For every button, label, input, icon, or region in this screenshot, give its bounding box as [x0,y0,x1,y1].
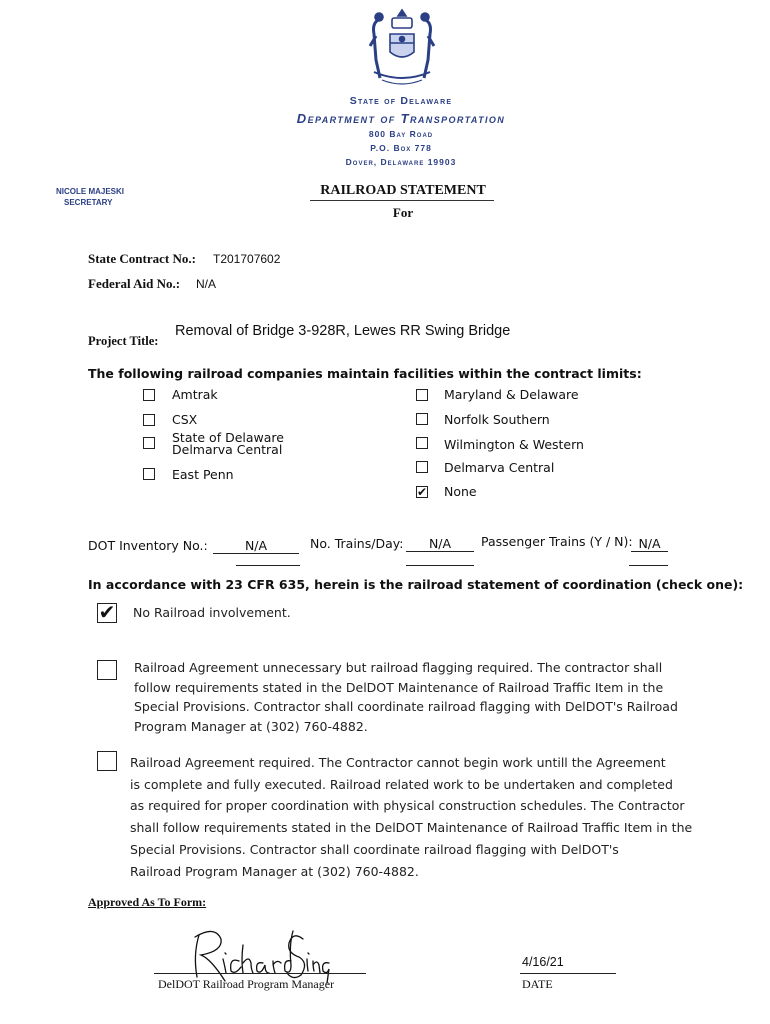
secretary-title: SECRETARY [64,198,113,207]
company-label-state-of-delaware-line2: Delmarva Central [172,442,283,457]
company-label-maryland-delaware: Maryland & Delaware [444,387,579,402]
checkbox-none[interactable] [416,486,428,498]
option-line: follow requirements stated in the DelDOT Maintenance of Railroad Traffic Item in the [134,679,664,695]
checkmark-icon: ✔ [417,485,428,499]
title-underline [310,200,494,201]
option-flagging-required-checkbox[interactable] [97,660,117,680]
checkbox-maryland-delaware[interactable] [416,389,428,401]
company-label-norfolk-southern: Norfolk Southern [444,412,550,427]
secretary-name: NICOLE MAJESKI [56,187,125,196]
dot-inventory-value[interactable]: N/A [213,538,299,554]
signer-title: DelDOT Railroad Program Manager [158,977,335,991]
checkbox-state-of-delaware[interactable] [143,437,155,449]
signature-line [154,973,366,974]
federal-aid-value: N/A [196,277,217,291]
document-subtitle: For [392,205,414,220]
company-label-state-of-delaware: State of Delaware [172,430,284,445]
companies-heading: The following railroad companies maintain facilities within the contract limits: [88,366,642,381]
option-flagging-required-text [134,658,678,737]
signature-image [185,925,335,985]
company-label-amtrak: Amtrak [172,387,218,402]
checkbox-csx[interactable] [143,414,155,426]
option-line: Special Provisions. Contractor shall coordinate railroad flagging with DelDOT's [130,841,619,857]
option-agreement-required-text [130,752,692,882]
delaware-seal-icon [360,6,444,90]
checkbox-amtrak[interactable] [143,389,155,401]
option-line: Railroad Agreement unnecessary but railroad flagging required. The contractor shall [134,660,663,675]
federal-aid-label: Federal Aid No.: [88,276,181,291]
option-line: Railroad Program Manager at (302) 760-4882. [130,863,419,879]
option-line: as required for proper coordination with physical construction schedules. The Contractor [130,798,685,814]
trains-per-day-value[interactable]: N/A [406,536,474,552]
approved-as-to-form-label: Approved As To Form: [88,895,207,909]
address-line-1: 800 Bay Road [368,129,434,139]
company-label-none: None [444,484,477,499]
address-line-3: Dover, Delaware 19903 [345,157,457,167]
option-line: Special Provisions. Contractor shall coordinate railroad flagging with DelDOT's Railroad [134,699,678,715]
project-title-label: Project Title: [88,334,159,348]
state-name: State of Delaware [349,95,453,107]
dot-inventory-underline [236,565,300,566]
passenger-trains-underline [629,565,668,566]
contract-value: T201707602 [213,252,281,266]
option-line: No Railroad involvement. [133,605,291,620]
project-title-value: Removal of Bridge 3-928R, Lewes RR Swing Bridge [175,323,511,339]
option-agreement-required-checkbox[interactable] [97,751,117,771]
option-line: is complete and fully executed. Railroad related work to be undertaken and completed [130,776,673,792]
option-line: Railroad Agreement required. The Contractor cannot begin work untill the Agreement [130,755,666,770]
dot-inventory-label: DOT Inventory No.: [88,538,208,553]
passenger-trains-label: Passenger Trains (Y / N): [481,534,633,549]
option-line: Program Manager at (302) 760-4882. [134,719,368,735]
date-label: DATE [522,977,553,991]
department-name: Department of Transportation [296,111,506,126]
passenger-trains-value[interactable]: N/A [631,536,668,552]
checkbox-east-penn[interactable] [143,468,155,480]
checkmark-icon: ✔ [98,600,116,624]
checkbox-norfolk-southern[interactable] [416,413,428,425]
trains-per-day-underline [406,565,474,566]
coordination-heading: In accordance with 23 CFR 635, herein is the railroad statement of coordination (check one): [88,577,744,592]
option-line: shall follow requirements stated in the DelDOT Maintenance of Railroad Traffic Item in the [130,820,693,836]
address-line-2: P.O. Box 778 [370,143,432,153]
option-no-involvement-checkbox[interactable] [97,600,117,624]
checkbox-wilmington-western[interactable] [416,437,428,449]
company-label-csx: CSX [172,412,198,427]
option-no-involvement-text [133,603,291,623]
company-label-east-penn: East Penn [172,467,234,482]
company-label-delmarva-central: Delmarva Central [444,460,555,475]
trains-per-day-label: No. Trains/Day: [310,536,404,551]
company-label-wilmington-western: Wilmington & Western [444,437,584,452]
date-line [520,973,616,974]
approval-date-value: 4/16/21 [522,955,564,969]
contract-label: State Contract No.: [88,251,196,266]
checkbox-delmarva-central[interactable] [416,461,428,473]
document-title: RAILROAD STATEMENT [320,183,486,198]
